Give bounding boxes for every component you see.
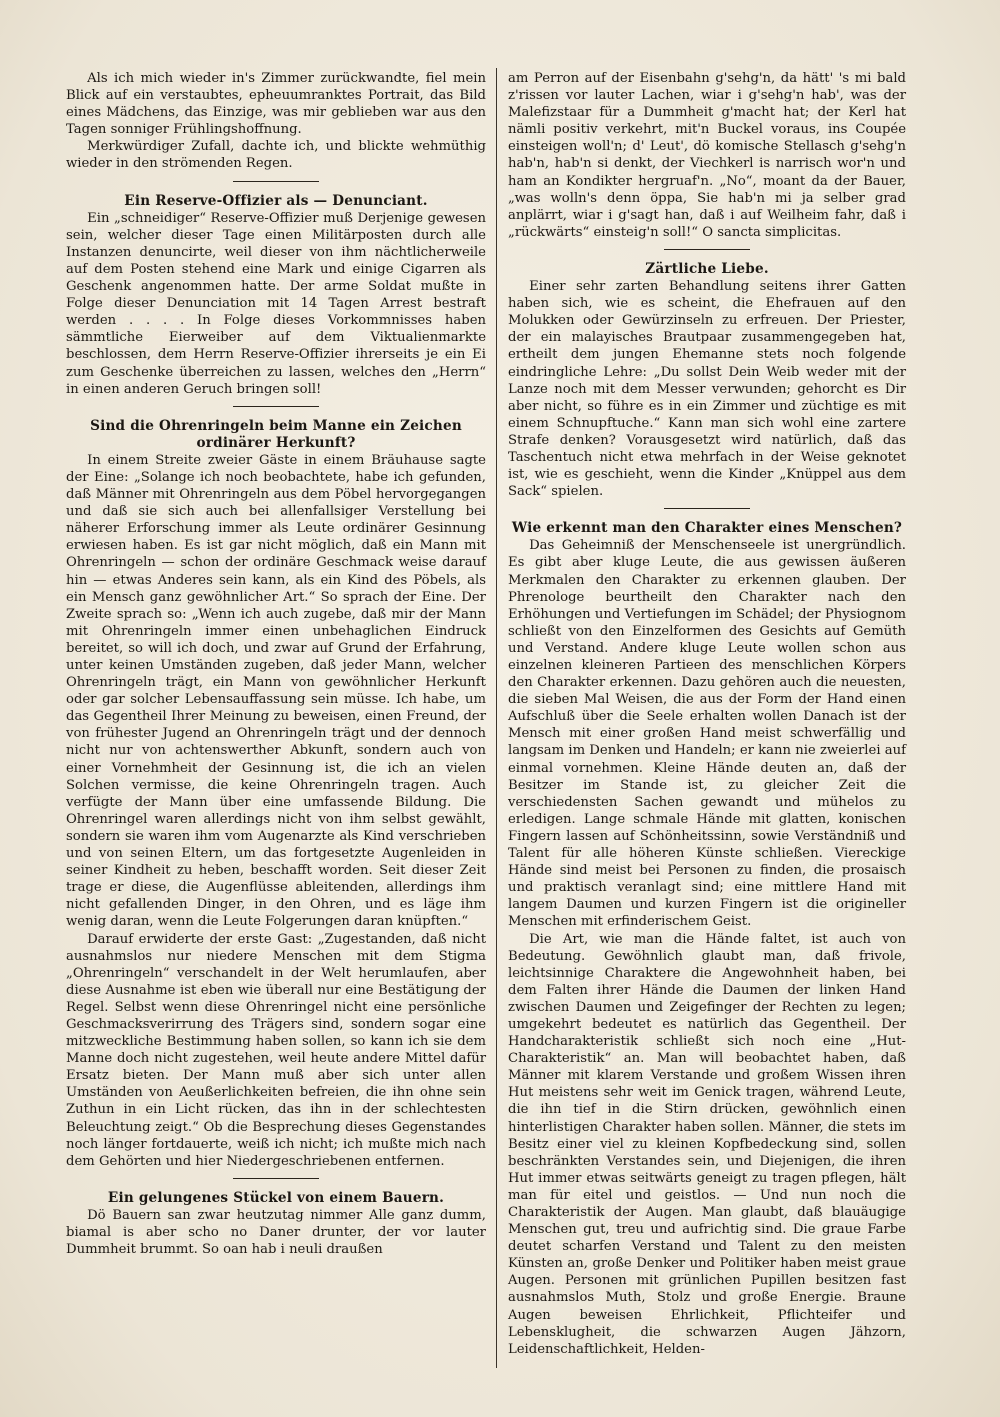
left-column bbox=[66, 70, 486, 1258]
article-title-farmer: Ein gelungenes Stückel von einem Bauern. bbox=[107, 1189, 445, 1206]
section-separator bbox=[233, 406, 319, 407]
article-title-line: ordinärer Herkunft? bbox=[196, 434, 356, 451]
article-title-reserve-officer: Ein Reserve-Offizier als — Denunciant. bbox=[124, 192, 428, 209]
article-paragraph: Das Geheimniß der Menschenseele ist unergründlich. Es gibt aber kluge Leute, die aus gewissen äußeren Merkmalen den Charakter zu erkennen glauben. Der Phrenologe beurtheilt den Charakter nach den Erhöhungen und Vertiefungen im Schädel; der Physiognom schließt von den Einzelformen des Gesichts auf Gemüth und Verstand. Andere kluge Leute wollen schon aus einzelnen kleineren Partieen des menschlichen Körpers den Charakter erkennen. Dazu gehören auch die neuesten, die sieben Mal Weisen, die aus der Form der Hand einen Aufschluß über die Seele erhalten wollen Danach ist der Mensch mit einer großen Hand meist schwerfällig und langsam im Denken und Handeln; er kann nie zweierlei auf einmal vornehmen. Kleine Hände deuten an, daß der Besitzer im Stande ist, zu gleicher Zeit die verschiedensten Sachen gewandt und mühelos zu erledigen. Lange schmale Hände mit glatten, konischen Fingern lassen auf Schönheitssinn, sowie Verständniß und Talent für alle höheren Künste schließen. Viereckige Hände sind meist bei Personen zu finden, die prosaisch und praktisch veranlagt sind; eine mittlere Hand mit langem Daumen und kurzen Fingern ist die origineller Menschen mit erfinderischem Geist. bbox=[508, 538, 906, 930]
article-paragraph: Darauf erwiderte der erste Gast: „Zugestanden, daß nicht ausnahmslos nur niedere Menschen mit dem Stigma „Ohrenringeln“ verschandelt in der Welt herumlaufen, aber diese Ausnahme ist eben wie überall nur eine Bestätigung der Regel. Selbst wenn diese Ohrenringel nicht eine persönliche Geschmacksverirrung des Trägers sind, sondern sogar eine mitzweckliche Bestimmung haben sollen, so kann ich sie dem Manne doch nicht zugestehen, weil heute andere Mittel dafür Ersatz bieten. Der Mann muß aber sich unter allen Umständen von Aeußerlichkeiten befreien, die ihn ohne sein Zuthun in ein Licht rücken, das ihn in der schlechtesten Beleuchtung zeigt.“ Ob die Besprechung dieses Gegenstandes noch länger fortdauerte, weiß ich nicht; ich mußte mich nach dem Gehörten und hier Niedergeschriebenen entfernen. bbox=[66, 931, 486, 1169]
section-separator bbox=[664, 249, 750, 250]
intro-paragraph: Merkwürdiger Zufall, dachte ich, und blickte wehmüthig wieder in den strömenden Regen. bbox=[66, 139, 486, 172]
article-title-earrings bbox=[66, 418, 486, 452]
article-paragraph: Dö Bauern san zwar heutzutag nimmer Alle ganz dumm, biamal is aber scho no Daner drunter, der vor lauter Dummheit brummt. So oan hab i neuli draußen bbox=[66, 1207, 486, 1258]
column-rule bbox=[496, 68, 497, 1368]
article-title-character: Wie erkennt man den Charakter eines Menschen? bbox=[511, 520, 903, 537]
article-continuation: am Perron auf der Eisenbahn g'sehg'n, da hätt' 's mi bald z'rissen vor lauter Lachen, wiar i g'sehg'n hab', was der Malefizstaar für a Dummheit g'macht hat; der Kerl hat nämli positiv verkehrt, mit'n Buckel voraus, ins Coupée einsteigen woll'n; d' Leut', dö komische Stellasch g'sehg'n hab'n, hab'n si denkt, der Viechkerl is narrisch wor'n und ham an Kondikter hergruaf'n. „No“, moant da der Bauer, „was wolln's denn öppa, Sie hab'n mi ja selber grad anplärrt, wiar i g'sagt han, daß i auf Weilheim fahr, daß i „rückwärts“ einsteig'n soll!“ O sancta simplicitas. bbox=[508, 71, 906, 240]
article-paragraph: In einem Streite zweier Gäste in einem Bräuhause sagte der Eine: „Solange ich noch beobachtete, habe ich gefunden, daß Männer mit Ohrenringeln aus dem Pöbel hervorgegangen und daß sie sich auch bei allenfallsiger Verstellung bei näherer Erforschung immer als Leute ordinärer Gesinnung erwiesen haben. Es ist gar nicht möglich, daß ein Mann mit Ohrenringeln — schon der ordinäre Geschmack weise darauf hin — etwas Anderes sein kann, als ein Kind des Pöbels, als ein Mensch ganz gewöhnlicher Art.“ So sprach der Eine. Der Zweite sprach so: „Wenn ich auch zugebe, daß mir der Mann mit Ohrenringeln immer einen unbehaglichen Eindruck bereitet, so will ich doch, und zwar auf Grund der Erfahrung, unter keinen Umständen zugeben, daß jeder Mann, welcher Ohrenringeln trägt, ein Mann von gewöhnlicher Herkunft oder gar solcher Lebensauffassung sein müsse. Ich habe, um das Gegentheil Ihrer Meinung zu beweisen, einen Freund, der von frühester Jugend an Ohrenringeln trägt und der dennoch nicht nur von achtenswerther Abkunft, sondern auch von einer Vornehmheit der Gesinnung ist, die ich an vielen Solchen vermisse, die keine Ohrenringeln tragen. Auch verfügte der Mann über eine umfassende Bildung. Die Ohrenringel waren allerdings nicht von ihm selbst gewählt, sondern sie waren ihm vom Augenarzte als Kind verschrieben und von seinen Eltern, um das fortgesetzte Augenleiden in seiner Kindheit zu heben, beschafft worden. Seit dieser Zeit trage er diese, die Augenflüsse ableitenden, allerdings ihm nicht gefallenden Dinger, in den Ohren, und es läge ihm wenig daran, wenn die Leute Folgerungen daran knüpften.“ bbox=[66, 452, 486, 930]
section-separator bbox=[233, 1178, 319, 1179]
section-separator bbox=[664, 508, 750, 509]
article-paragraph: Die Art, wie man die Hände faltet, ist auch von Bedeutung. Gewöhnlich glaubt man, daß frivole, leichtsinnige Charaktere die Angewohnheit haben, bei dem Falten ihrer Hände die Daumen der linken Hand zwischen Daumen und Zeigefinger der Rechten zu legen; umgekehrt bedeutet es natürlich das Gegentheil. Der Handcharakteristik schließt sich noch eine „Hut-Charakteristik“ an. Man will beobachtet haben, daß Männer mit klarem Verstande und großem Wissen ihren Hut meistens sehr weit im Genick tragen, während Leute, die ihn tief in die Stirn drücken, gewöhnlich einen hinterlistigen Charakter haben sollen. Männer, die stets im Besitz einer viel zu kleinen Kopfbedeckung sind, sollen beschränkten Verstandes sein, und Diejenigen, die ihren Hut immer etwas seitwärts geneigt zu tragen pflegen, hält man für eitel und geistlos. — Und nun noch die Charakteristik der Augen. Man glaubt, daß blauäugige Menschen gut, treu und aufrichtig sind. Die graue Farbe deutet scharfen Verstand und Talent zu den meisten Künsten an, große Denker und Politiker haben meist graue Augen. Personen mit grünlichen Pupillen besitzen fast ausnahmslos Muth, Stolz und große Energie. Braune Augen beweisen Ehrlichkeit, Pflichteifer und Lebensklugheit, die schwarzen Augen Jähzorn, Leidenschaftlichkeit, Helden- bbox=[508, 931, 906, 1357]
right-column bbox=[508, 70, 906, 1358]
intro-paragraph: Als ich mich wieder in's Zimmer zurückwandte, fiel mein Blick auf ein verstaubtes, epheuumranktes Portrait, das Bild eines Mädchens, das Einzige, was mir geblieben war aus den Tagen sonniger Frühlingshoffnung. bbox=[66, 71, 486, 138]
article-paragraph: Einer sehr zarten Behandlung seitens ihrer Gatten haben sich, wie es scheint, die Ehefrauen auf den Molukken oder Gewürzinseln zu erfreuen. Der Priester, der ein malayisches Brautpaar zusammengegeben hat, ertheilt dem jungen Ehemanne stets noch folgende eindringliche Lehre: „Du sollst Dein Weib weder mit der Lanze noch mit dem Messer verwunden; gehorcht es Dir aber nicht, so führe es in ein Zimmer und züchtige es mit einem Schnupftuche.“ Kann man sich wohl eine zartere Strafe denken? Vorausgesetzt wird natürlich, daß das Taschentuch nicht etwa mehrfach in der Weise geknotet ist, wie es geschieht, wenn die Kinder „Knüppel aus dem Sack“ spielen. bbox=[508, 279, 906, 500]
article-title-tender-love: Zärtliche Liebe. bbox=[645, 260, 769, 277]
article-paragraph: Ein „schneidiger“ Reserve-Offizier muß Derjenige gewesen sein, welcher dieser Tage einen Militärposten durch alle Instanzen denuncirte, weil dieser von ihm nächtlicherweile auf dem Posten stehend eine Mark und einige Cigarren als Geschenk angenommen hatte. Der arme Soldat mußte in Folge dieser Denunciation mit 14 Tagen Arrest bestraft werden . . . . In Folge dieses Vorkommnisses haben sämmtliche Eierweiber auf dem Viktualienmarkte beschlossen, dem Herrn Reserve-Offizier ihrerseits je ein Ei zum Geschenke überreichen zu lassen, welches den „Herrn“ in einen anderen Geruch bringen soll! bbox=[66, 210, 486, 397]
section-separator bbox=[233, 181, 319, 182]
article-title-line: Sind die Ohrenringeln beim Manne ein Zeichen bbox=[90, 417, 462, 434]
